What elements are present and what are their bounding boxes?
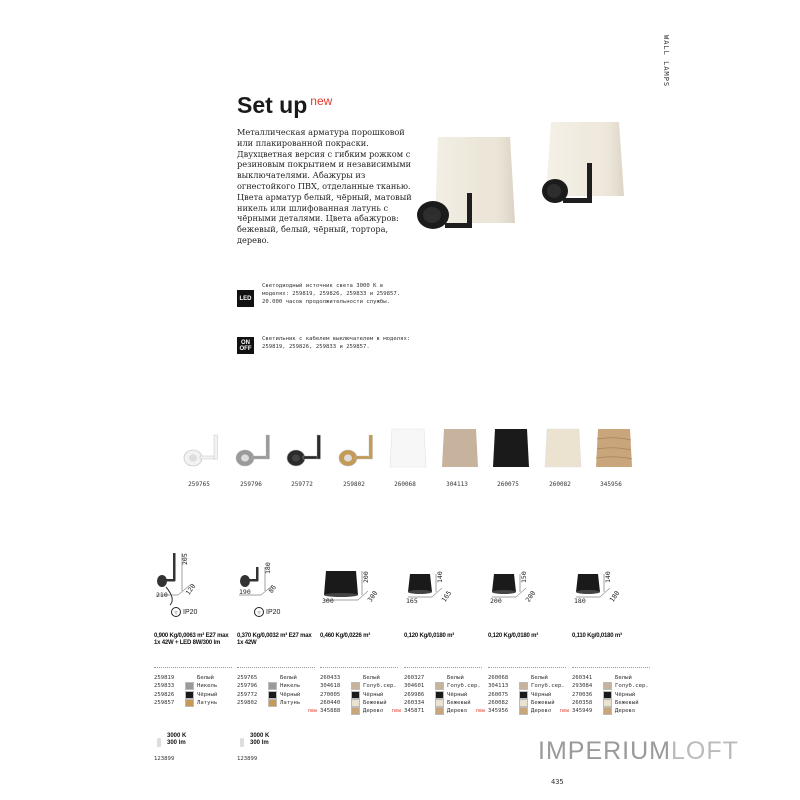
- article-code: 260334: [404, 699, 425, 706]
- thumbnail-code: 260075: [497, 481, 519, 488]
- color-swatch: [185, 682, 194, 690]
- article-code: 260358: [572, 699, 593, 706]
- article-code: 260082: [488, 699, 509, 706]
- color-swatch: [519, 682, 528, 690]
- hero-lamp-left: [417, 137, 515, 229]
- article-code: 259772: [237, 691, 258, 698]
- article-code: 270005: [320, 691, 341, 698]
- section-tab: WALL LAMPS: [662, 35, 670, 88]
- article-code: 259765: [237, 675, 258, 681]
- color-swatch: [351, 691, 360, 699]
- color-label: Дерево: [615, 708, 636, 715]
- thumbnail-code: 259772: [291, 481, 313, 488]
- color-label: Чёрный: [447, 691, 468, 698]
- article-code: 345888: [320, 708, 341, 715]
- dimension-drawing: [237, 545, 307, 607]
- new-badge: new: [560, 708, 570, 715]
- ip-rating-text: IP20: [183, 608, 198, 616]
- color-label: Никель: [280, 683, 301, 690]
- led-bulb-code: 123899: [237, 756, 258, 762]
- color-swatch: [519, 707, 528, 715]
- dimension-label: 165: [406, 597, 418, 605]
- new-badge: new: [476, 708, 486, 715]
- list-item: [572, 691, 662, 699]
- led-bulb-spec: 3000 K 300 lm: [167, 733, 187, 746]
- dimension-label: 180: [264, 562, 272, 574]
- color-swatch: [268, 674, 277, 682]
- dimension-label: 200: [524, 589, 538, 604]
- color-label: Дерево: [363, 708, 384, 715]
- color-label: Дерево: [447, 708, 468, 715]
- divider: [237, 667, 315, 668]
- list-item: [572, 682, 662, 690]
- on-off-switch-icon: ON OFF: [237, 337, 254, 354]
- ip-rating-icon: ▽: [254, 607, 264, 617]
- color-swatch: [519, 699, 528, 707]
- list-item: [320, 691, 410, 699]
- led-note: Светодиодный источник света 3000 K в моделях: 259819, 259826, 259833 и 259857. 20.000 часов продолжительности службы.: [262, 283, 401, 305]
- list-item: [154, 674, 244, 682]
- weight-volume-spec: 0,120 Kg/0,0180 m³: [404, 633, 455, 639]
- article-code: 259857: [154, 699, 175, 706]
- list-item: [488, 699, 578, 707]
- color-label: Бежевый: [447, 699, 471, 706]
- color-label: Белый: [447, 675, 464, 681]
- article-code: 269986: [404, 691, 425, 698]
- article-code: 259819: [154, 675, 175, 681]
- color-swatch: [351, 682, 360, 690]
- article-code: 260341: [572, 675, 593, 681]
- color-label: Чёрный: [363, 691, 384, 698]
- color-swatch: [435, 707, 444, 715]
- color-swatch: [268, 691, 277, 699]
- thumbnail-shade: [438, 425, 482, 469]
- color-swatch: [603, 674, 612, 682]
- color-swatch: [603, 691, 612, 699]
- brand-logo: IMPERIUMLOFT: [538, 737, 739, 765]
- divider: [154, 667, 232, 668]
- article-code: 304601: [404, 683, 425, 690]
- color-label: Латунь: [280, 699, 301, 706]
- article-code: 259796: [237, 683, 258, 690]
- article-code: 345871: [404, 708, 425, 715]
- weight-volume-spec: 0,370 Kg/0,0032 m³ E27 max 1x 42W: [237, 633, 312, 646]
- dimension-label: 120: [184, 582, 198, 597]
- thumbnail-code: 260082: [549, 481, 571, 488]
- color-variant-list: [237, 674, 327, 707]
- list-item: [572, 699, 662, 707]
- dimension-label: 180: [608, 589, 622, 604]
- led-bulb-icon: [157, 738, 161, 747]
- article-code: 270036: [572, 691, 593, 698]
- dimension-label: 300: [322, 597, 334, 605]
- list-item: [488, 674, 578, 682]
- divider: [572, 667, 650, 668]
- color-label: Белый: [615, 675, 632, 681]
- list-item: [560, 707, 662, 715]
- color-label: Белый: [280, 675, 297, 681]
- color-variant-list: [154, 674, 244, 707]
- color-swatch: [268, 682, 277, 690]
- color-swatch: [603, 699, 612, 707]
- dimension-label: 190: [239, 588, 251, 596]
- list-item: [154, 691, 244, 699]
- list-item: [237, 682, 327, 690]
- thumbnail-shade: [386, 425, 430, 469]
- color-label: Дерево: [531, 708, 552, 715]
- weight-volume-spec: 0,110 Kg/0,0180 m³: [572, 633, 622, 639]
- dimension-label: 165: [440, 589, 454, 604]
- color-swatch: [519, 674, 528, 682]
- color-label: Никель: [197, 683, 218, 690]
- ip-rating: [254, 607, 280, 617]
- hero-lamp-right: [542, 122, 624, 203]
- list-item: [154, 682, 244, 690]
- color-label: Голуб.сер.: [363, 683, 397, 690]
- color-swatch: [185, 691, 194, 699]
- thumbnail-arm: [335, 425, 379, 469]
- dimension-label: 205: [181, 553, 189, 565]
- color-swatch: [603, 682, 612, 690]
- switch-note: Светильник с кабелем выключателем в моделях: 259819, 259826, 259833 и 259857.: [262, 336, 411, 350]
- color-label: Бежевый: [615, 699, 639, 706]
- page-title: [237, 92, 332, 119]
- color-swatch: [435, 674, 444, 682]
- list-item: [404, 691, 494, 699]
- dimension-label: 150: [520, 571, 528, 583]
- article-code: 345949: [572, 708, 593, 715]
- list-item: [488, 682, 578, 690]
- led-bulb-icon: [240, 738, 244, 747]
- list-item: [404, 682, 494, 690]
- list-item: [404, 674, 494, 682]
- color-swatch: [351, 674, 360, 682]
- dimension-label: 200: [490, 597, 502, 605]
- color-label: Чёрный: [531, 691, 552, 698]
- led-icon: LED: [237, 290, 254, 307]
- title-text: Set up: [237, 92, 308, 118]
- list-item: [320, 674, 410, 682]
- divider: [404, 667, 482, 668]
- article-code: 304113: [488, 683, 509, 690]
- color-label: Белый: [197, 675, 214, 681]
- dimension-label: 210: [156, 591, 168, 599]
- ip-rating-text: IP20: [266, 608, 281, 616]
- color-label: Голуб.сер.: [447, 683, 481, 690]
- list-item: [320, 699, 410, 707]
- color-swatch: [185, 699, 194, 707]
- color-swatch: [185, 674, 194, 682]
- list-item: [488, 691, 578, 699]
- dimension-label: 86: [267, 583, 279, 595]
- color-swatch: [519, 691, 528, 699]
- thumbnail-code: 304113: [446, 481, 468, 488]
- article-code: 260440: [320, 699, 341, 706]
- article-code: 260068: [488, 675, 509, 681]
- article-code: 345956: [488, 708, 509, 715]
- color-swatch: [268, 699, 277, 707]
- thumbnail-code: 345956: [600, 481, 622, 488]
- ip-rating: [171, 607, 197, 617]
- article-code: 304618: [320, 683, 341, 690]
- list-item: [320, 682, 410, 690]
- article-code: 259826: [154, 691, 175, 698]
- thumbnail-shade: [592, 425, 636, 469]
- thumbnail-shade: [489, 425, 533, 469]
- color-label: Чёрный: [197, 691, 218, 698]
- color-label: Бежевый: [363, 699, 387, 706]
- list-item: [237, 699, 327, 707]
- list-item: [154, 699, 244, 707]
- thumbnail-arm: [283, 425, 327, 469]
- dimension-label: 140: [604, 571, 612, 583]
- list-item: [572, 674, 662, 682]
- thumbnail-code: 259802: [343, 481, 365, 488]
- color-label: Голуб.сер.: [531, 683, 565, 690]
- thumbnail-arm: [180, 425, 224, 469]
- color-label: Латунь: [197, 699, 218, 706]
- dimension-label: 200: [362, 571, 370, 583]
- color-variant-list: [560, 674, 662, 715]
- weight-volume-spec: 0,900 Kg/0,0063 m³ E27 max 1x 42W + LED 8W/300 lm: [154, 633, 229, 646]
- color-swatch: [351, 707, 360, 715]
- new-badge: new: [308, 708, 318, 715]
- thumbnail-code: 259796: [240, 481, 262, 488]
- weight-volume-spec: 0,460 Kg/0,0226 m³: [320, 633, 371, 639]
- thumbnail-code: 260068: [394, 481, 416, 488]
- article-code: 259802: [237, 699, 258, 706]
- ip-rating-icon: ▽: [171, 607, 181, 617]
- color-swatch: [435, 682, 444, 690]
- color-label: Белый: [363, 675, 380, 681]
- led-bulb-code: 123899: [154, 756, 175, 762]
- led-bulb-spec: 3000 K 300 lm: [250, 733, 270, 746]
- color-label: Голуб.сер.: [615, 683, 649, 690]
- divider: [320, 667, 398, 668]
- article-code: 260327: [404, 675, 425, 681]
- weight-volume-spec: 0,120 Kg/0,0180 m³: [488, 633, 539, 639]
- color-swatch: [435, 691, 444, 699]
- article-code: 260075: [488, 691, 509, 698]
- dimension-label: 300: [366, 589, 380, 604]
- thumbnail-code: 259765: [188, 481, 210, 488]
- page-number: 435: [551, 778, 564, 786]
- new-badge: new: [392, 708, 402, 715]
- color-label: Чёрный: [615, 691, 636, 698]
- thumbnail-shade: [541, 425, 585, 469]
- article-code: 259833: [154, 683, 175, 690]
- thumbnail-arm: [232, 425, 276, 469]
- color-swatch: [351, 699, 360, 707]
- dimension-label: 140: [436, 571, 444, 583]
- article-code: 260433: [320, 675, 341, 681]
- color-label: Белый: [531, 675, 548, 681]
- color-swatch: [435, 699, 444, 707]
- dimension-label: 180: [574, 597, 586, 605]
- color-label: Чёрный: [280, 691, 301, 698]
- title-new-badge: new: [310, 94, 333, 108]
- divider: [488, 667, 566, 668]
- hero-product-image: [405, 115, 630, 265]
- list-item: [237, 691, 327, 699]
- color-label: Бежевый: [531, 699, 555, 706]
- product-description: Металлическая арматура порошковой или плакированной покраски. Двухцветная версия с гибким рожком с резиновым покрытием и независимыми выключателями. Абажуры из огнестойкого ПВХ, отделанные тканью. Цвета арматур белый, чёрный, матовый никель или шлифованная латунь с чёрными деталями. Цвета абажуров: бежевый, белый, чёрный, тортора, дерево.: [237, 127, 412, 245]
- article-code: 293084: [572, 683, 593, 690]
- color-swatch: [603, 707, 612, 715]
- list-item: [404, 699, 494, 707]
- list-item: [237, 674, 327, 682]
